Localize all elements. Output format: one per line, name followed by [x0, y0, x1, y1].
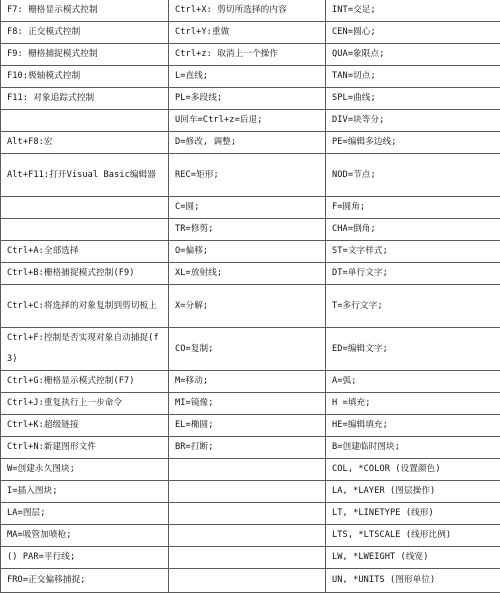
table-cell: F9: 栅格捕捉模式控制	[1, 44, 169, 66]
table-row	[1, 415, 500, 437]
table-cell: O=偏移;	[169, 241, 326, 263]
table-row	[1, 569, 500, 593]
table-cell: LA=图层;	[1, 503, 169, 525]
table-cell: COL, *COLOR (设置颜色)	[326, 459, 500, 481]
table-cell	[1, 219, 169, 241]
table-cell: Ctrl+J:重复执行上一步命令	[1, 393, 169, 415]
table-cell: LA, *LAYER (图层操作)	[326, 481, 500, 503]
table-cell: Alt+F11:打开Visual Basic编辑器	[1, 154, 169, 197]
table-cell: D=修改, 调整;	[169, 132, 326, 154]
table-cell	[169, 481, 326, 503]
table-cell: MA=吸管加喷枪;	[1, 525, 169, 547]
table-cell: SPL=曲线;	[326, 88, 500, 110]
table-cell: U回车=Ctrl+z=后退;	[169, 110, 326, 132]
table-cell: LW, *LWEIGHT (线宽)	[326, 547, 500, 569]
table-cell: FRO=正交偏移捕捉;	[1, 569, 169, 593]
table-cell: MI=镜像;	[169, 393, 326, 415]
table-cell: F11: 对象追踪式控制	[1, 88, 169, 110]
table-row	[1, 88, 500, 110]
table-cell: W=创建永久图块;	[1, 459, 169, 481]
table-cell	[169, 459, 326, 481]
table-cell: Ctrl+Y:重做	[169, 22, 326, 44]
table-row	[1, 503, 500, 525]
table-cell: ST=文字样式;	[326, 241, 500, 263]
table-cell: Ctrl+G:栅格显示模式控制(F7)	[1, 371, 169, 393]
table-cell: Ctrl+X: 剪切所选择的内容	[169, 0, 326, 22]
table-cell: DT=单行文字;	[326, 263, 500, 285]
table-cell: Ctrl+N:新建图形文件	[1, 437, 169, 459]
table-row	[1, 285, 500, 328]
table-cell	[169, 569, 326, 593]
table-cell	[1, 197, 169, 219]
table-cell: L=直线;	[169, 66, 326, 88]
table-cell: QUA=象限点;	[326, 44, 500, 66]
table-cell: UN, *UNITS (图形单位)	[326, 569, 500, 593]
table-cell: F=圆角;	[326, 197, 500, 219]
table-row	[1, 0, 500, 22]
table-row	[1, 197, 500, 219]
table-row	[1, 241, 500, 263]
table-cell: T=多行文字;	[326, 285, 500, 328]
table-cell: () PAR=平行线;	[1, 547, 169, 569]
table-cell: REC=矩形;	[169, 154, 326, 197]
table-cell: TR=修剪;	[169, 219, 326, 241]
table-row	[1, 459, 500, 481]
table-cell: PL=多段线;	[169, 88, 326, 110]
table-row	[1, 44, 500, 66]
table-cell: X=分解;	[169, 285, 326, 328]
table-cell: F10:极轴模式控制	[1, 66, 169, 88]
table-cell: Ctrl+K:超级链接	[1, 415, 169, 437]
table-cell: NOD=节点;	[326, 154, 500, 197]
table-cell: F8: 正交模式控制	[1, 22, 169, 44]
table-cell: A=弧;	[326, 371, 500, 393]
table-cell: B=创建临时图块;	[326, 437, 500, 459]
table-row	[1, 263, 500, 285]
table-row	[1, 393, 500, 415]
table-cell: M=移动;	[169, 371, 326, 393]
table-cell: I=插入图块;	[1, 481, 169, 503]
table-cell: Ctrl+B:栅格捕捉模式控制(F9)	[1, 263, 169, 285]
table-cell: PE=编辑多边线;	[326, 132, 500, 154]
table-cell: CHA=倒角;	[326, 219, 500, 241]
table-cell: DIV=块等分;	[326, 110, 500, 132]
table-cell: EL=椭圆;	[169, 415, 326, 437]
table-row	[1, 219, 500, 241]
table-cell: CEN=圆心;	[326, 22, 500, 44]
table-cell: BR=打断;	[169, 437, 326, 459]
table-row	[1, 437, 500, 459]
table-row	[1, 547, 500, 569]
table-row	[1, 154, 500, 197]
table-cell: H =填充;	[326, 393, 500, 415]
table-row	[1, 110, 500, 132]
table-cell	[169, 503, 326, 525]
table-cell	[169, 547, 326, 569]
table-cell	[1, 110, 169, 132]
table-row	[1, 66, 500, 88]
table-row	[1, 525, 500, 547]
table-cell: ED=编辑文字;	[326, 328, 500, 371]
table-cell: INT=交足;	[326, 0, 500, 22]
table-cell: TAN=切点;	[326, 66, 500, 88]
table-cell: Ctrl+C:将选择的对象复制到剪切板上	[1, 285, 169, 328]
table-cell: Ctrl+A:全部选择	[1, 241, 169, 263]
table-row	[1, 371, 500, 393]
table-row	[1, 22, 500, 44]
table-cell: LTS, *LTSCALE (线形比例)	[326, 525, 500, 547]
table-cell	[169, 525, 326, 547]
table-cell: Ctrl+z: 取消上一个操作	[169, 44, 326, 66]
table-row	[1, 132, 500, 154]
table-row	[1, 328, 500, 371]
table-row	[1, 481, 500, 503]
table-cell: CO=复制;	[169, 328, 326, 371]
table-cell: LT, *LINETYPE (线形)	[326, 503, 500, 525]
table-cell: Ctrl+F:控制是否实现对象自动捕捉(f3)	[1, 328, 169, 371]
table-cell: HE=编辑填充;	[326, 415, 500, 437]
table-cell: XL=放射线;	[169, 263, 326, 285]
table-cell: C=圆;	[169, 197, 326, 219]
table-cell: Alt+F8:宏	[1, 132, 169, 154]
table-cell: F7: 栅格显示模式控制	[1, 0, 169, 22]
